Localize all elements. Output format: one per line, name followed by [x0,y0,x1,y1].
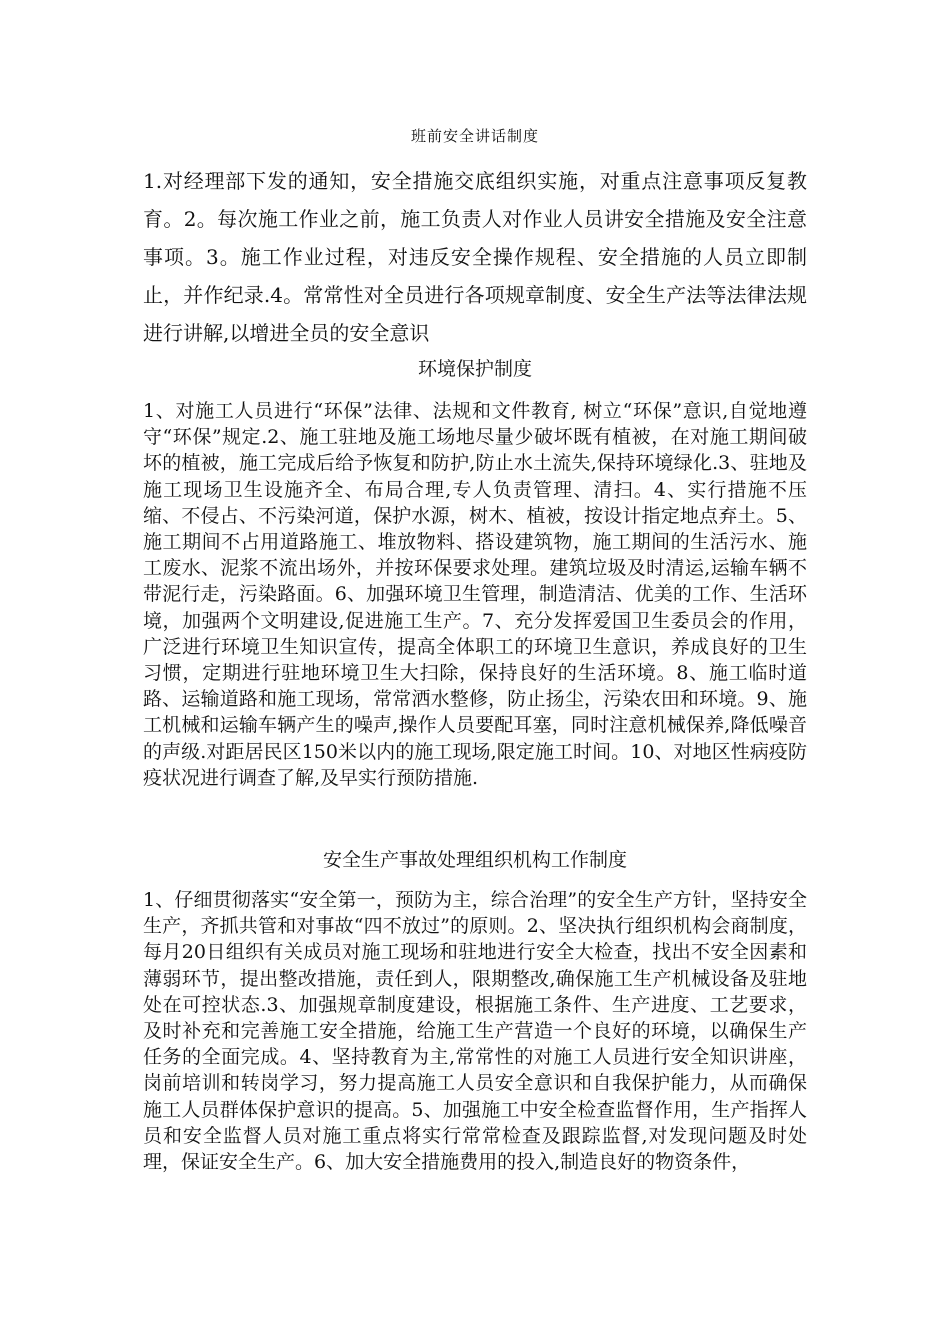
document-title: 班前安全讲话制度 [410,127,539,145]
section-body-safety-briefing: 1.对经理部下发的通知，安全措施交底组织实施，对重点注意事项反复教育。2。每次施工作业之前，施工负责人对作业人员讲安全措施及安全注意事项。3。施工作业过程，对违反安全操作规程、安全措施的人员立即制止，并作纪录.4。常常性对全员进行各项规章制度、安全生产法等法律法规进行讲解,以增进全员的安全意识 [143,169,807,345]
section-heading-accident-handling: 安全生产事故处理组织机构工作制度 [322,849,627,871]
section-body-accident-handling: 1、仔细贯彻落实“安全第一，预防为主，综合治理”的安全生产方针，坚持安全生产，齐抓共管和对事故“四不放过”的原则。2、坚决执行组织机构会商制度，每月20日组织有关成员对施工现场和驻地进行安全大检查，找出不安全因素和薄弱环节，提出整改措施，责任到人，限期整改,确保施工生产机械设备及驻地处在可控状态.3、加强规章制度建设，根据施工条件、生产进度、工艺要求，及时补充和完善施工安全措施，给施工生产营造一个良好的环境，以确保生产任务的全面完成。4、坚持教育为主,常常性的对施工人员进行安全知识讲座，岗前培训和转岗学习，努力提高施工人员安全意识和自我保护能力，从而确保施工人员群体保护意识的提高。5、加强施工中安全检查监督作用，生产指挥人员和安全监督人员对施工重点将实行常常检查及跟踪监督,对发现问题及时处理，保证安全生产。6、加大安全措施费用的投入,制造良好的物资条件， [143,889,807,1174]
section-heading-environment: 环境保护制度 [417,358,532,380]
section-body-environment: 1、对施工人员进行“环保”法律、法规和文件教育, 树立“环保”意识,自觉地遵守“环保”规定.2、施工驻地及施工场地尽量少破坏既有植被，在对施工期间破坏的植被，施工完成后给予恢复和防护,防止水土流失,保持环境绿化.3、驻地及施工现场卫生设施齐全、布局合理,专人负责管理、清扫。4、实行措施不压缩、不侵占、不污染河道，保护水源，树木、植被，按设计指定地点弃土。5、施工期间不占用道路施工、堆放物料、搭设建筑物，施工期间的生活污水、施工废水、泥浆不流出场外，并按环保要求处理。建筑垃圾及时清运,运输车辆不带泥行走，污染路面。6、加强环境卫生管理，制造清洁、优美的工作、生活环境，加强两个文明建设,促进施工生产。7、充分发挥爱国卫生委员会的作用，广泛进行环境卫生知识宣传，提高全体职工的环境卫生意识，养成良好的卫生习惯，定期进行驻地环境卫生大扫除，保持良好的生活环境。8、施工临时道路、运输道路和施工现场，常常洒水整修，防止扬尘，污染农田和环境。9、施工机械和运输车辆产生的噪声,操作人员要配耳塞，同时注意机械保养,降低噪音的声级.对距居民区150米以内的施工现场,限定施工时间。10、对地区性病疫防疫状况进行调查了解,及早实行预防措施. [143,400,807,789]
